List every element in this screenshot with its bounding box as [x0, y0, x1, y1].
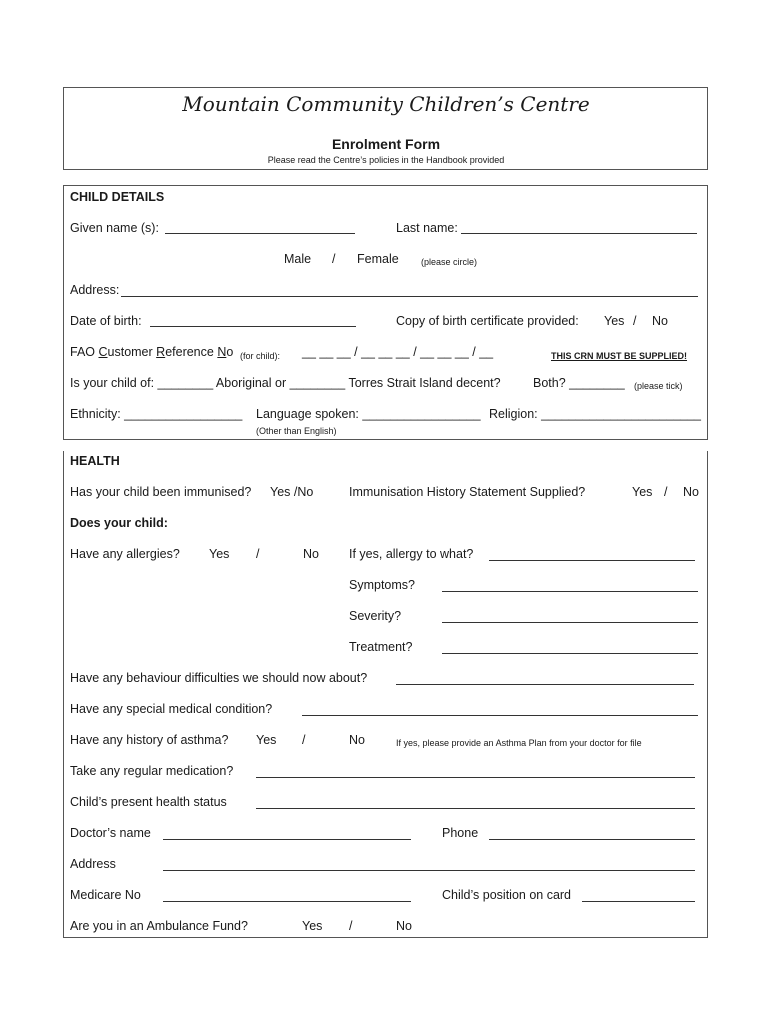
allergies-yes[interactable]: Yes	[209, 547, 230, 561]
crn-field[interactable]: __ __ __ / __ __ __ / __ __ __ / __	[302, 345, 494, 359]
imm-history-question: Immunisation History Statement Supplied?	[349, 485, 586, 499]
child-details-heading: CHILD DETAILS	[70, 190, 165, 204]
does-your-child-heading: Does your child:	[70, 516, 168, 530]
allergies-question: Have any allergies?	[70, 547, 180, 561]
gender-separator: /	[332, 252, 336, 266]
ethnicity-field[interactable]: Ethnicity: _________________	[70, 407, 243, 421]
allergies-no[interactable]: No	[303, 547, 319, 561]
birth-cert-yes[interactable]: Yes	[604, 314, 625, 328]
imm-history-yes[interactable]: Yes	[632, 485, 653, 499]
asthma-yes[interactable]: Yes	[256, 733, 277, 747]
address-label: Address:	[70, 283, 120, 297]
immunised-question: Has your child been immunised?	[70, 485, 252, 499]
allergy-what-label: If yes, allergy to what?	[349, 547, 474, 561]
other-than-english-note: (Other than English)	[256, 426, 337, 436]
imm-history-no[interactable]: No	[683, 485, 699, 499]
health-status-field[interactable]	[256, 808, 695, 809]
immunised-options[interactable]: Yes /No	[270, 485, 314, 499]
crn-for-child: (for child):	[240, 351, 281, 361]
symptoms-field[interactable]	[442, 591, 698, 592]
phone-field[interactable]	[489, 839, 695, 840]
doctor-name-label: Doctor’s name	[70, 826, 151, 840]
health-heading: HEALTH	[70, 454, 120, 468]
asthma-question: Have any history of asthma?	[70, 733, 229, 747]
religion-field[interactable]: Religion: _______________________	[489, 407, 702, 421]
special-medical-question: Have any special medical condition?	[70, 702, 273, 716]
gender-male-option[interactable]: Male	[284, 252, 312, 266]
heritage-question: Is your child of: ________ Aboriginal or ________ Torres Strait Island decent?	[70, 376, 501, 390]
birth-cert-no[interactable]: No	[652, 314, 668, 328]
ambulance-question: Are you in an Ambulance Fund?	[70, 919, 248, 933]
doctor-address-field[interactable]	[163, 870, 695, 871]
birth-cert-label: Copy of birth certificate provided:	[396, 314, 579, 328]
allergy-what-field[interactable]	[489, 560, 695, 561]
ambulance-no[interactable]: No	[396, 919, 412, 933]
crn-label: FAO Customer Reference No	[70, 345, 234, 359]
crn-warning: THIS CRN MUST BE SUPPLIED!	[551, 351, 688, 361]
treatment-field[interactable]	[442, 653, 698, 654]
medicare-label: Medicare No	[70, 888, 141, 902]
header-box	[63, 87, 708, 170]
asthma-separator: /	[302, 733, 306, 747]
card-position-label: Child’s position on card	[442, 888, 572, 902]
ambulance-yes[interactable]: Yes	[302, 919, 323, 933]
allergies-separator: /	[256, 547, 260, 561]
doctor-address-label: Address	[70, 857, 116, 871]
medication-field[interactable]	[256, 777, 695, 778]
phone-label: Phone	[442, 826, 479, 840]
imm-history-separator: /	[664, 485, 668, 499]
given-name-label: Given name (s):	[70, 221, 159, 235]
symptoms-label: Symptoms?	[349, 578, 415, 592]
form-name: Enrolment Form	[331, 136, 441, 152]
card-position-field[interactable]	[582, 901, 695, 902]
birth-cert-separator: /	[633, 314, 637, 328]
gender-female-option[interactable]: Female	[357, 252, 399, 266]
special-medical-field[interactable]	[302, 715, 698, 716]
please-circle-note: (please circle)	[421, 257, 478, 267]
handbook-note: Please read the Centre’s policies in the Handbook provided	[267, 155, 505, 165]
language-field[interactable]: Language spoken: _________________	[256, 407, 481, 421]
ambulance-separator: /	[349, 919, 353, 933]
asthma-no[interactable]: No	[349, 733, 365, 747]
health-status-label: Child’s present health status	[70, 795, 227, 809]
last-name-field[interactable]	[461, 233, 697, 234]
centre-title: Mountain Community Children’s Centre	[182, 92, 590, 116]
dob-label: Date of birth:	[70, 314, 142, 328]
dob-field[interactable]	[150, 326, 356, 327]
address-field[interactable]	[121, 296, 698, 297]
behaviour-question: Have any behaviour difficulties we should now about?	[70, 671, 368, 685]
medicare-field[interactable]	[163, 901, 411, 902]
doctor-name-field[interactable]	[163, 839, 411, 840]
asthma-plan-note: If yes, please provide an Asthma Plan from your doctor for file	[396, 738, 642, 748]
medication-question: Take any regular medication?	[70, 764, 234, 778]
please-tick-note: (please tick)	[634, 381, 683, 391]
severity-field[interactable]	[442, 622, 698, 623]
last-name-label: Last name:	[396, 221, 458, 235]
behaviour-field[interactable]	[396, 684, 694, 685]
severity-label: Severity?	[349, 609, 402, 623]
treatment-label: Treatment?	[349, 640, 413, 654]
heritage-both: Both? ________	[533, 376, 625, 390]
given-name-field[interactable]	[165, 233, 355, 234]
